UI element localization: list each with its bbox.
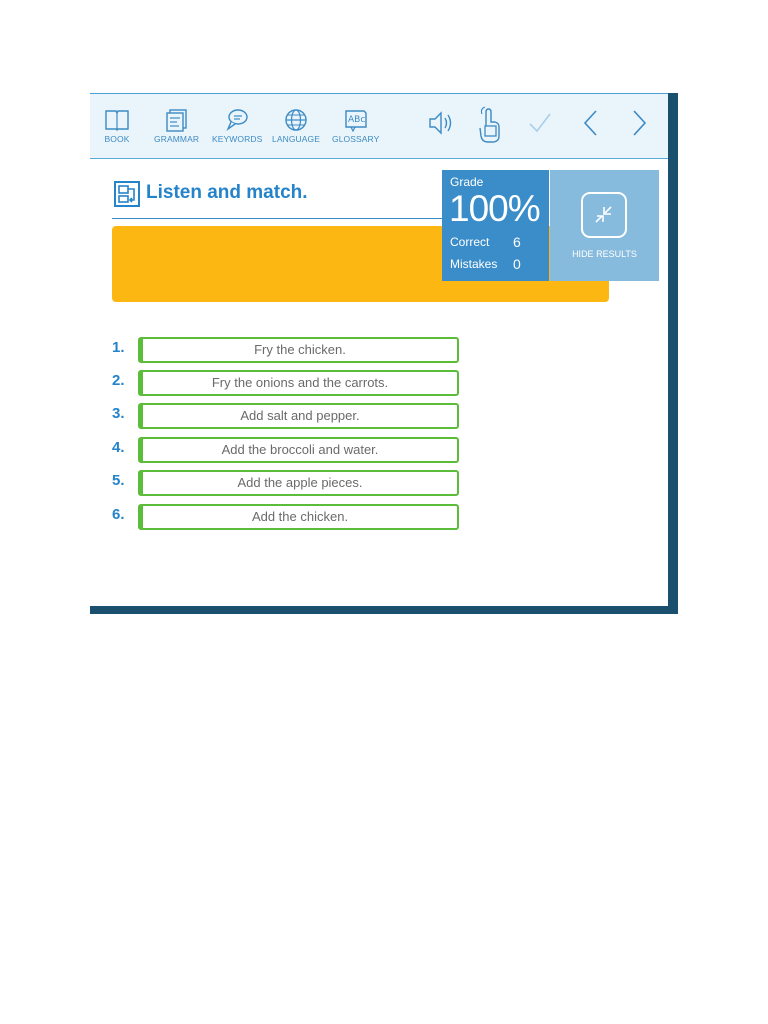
audio-button[interactable] (427, 108, 455, 143)
answer-box[interactable]: Add the chicken. (138, 504, 459, 530)
chevron-left-icon (578, 108, 604, 138)
item-number: 3. (112, 405, 125, 422)
globe-icon (283, 108, 309, 132)
language-button[interactable] (272, 108, 320, 144)
answer-box[interactable]: Fry the onions and the carrots. (138, 370, 459, 396)
exercise-window (90, 93, 668, 606)
svg-text:ABc: ABc (347, 115, 365, 125)
item-number: 1. (112, 339, 125, 356)
title-divider (112, 218, 447, 219)
correct-label: Correct (450, 235, 490, 249)
book-label: BOOK (104, 134, 130, 144)
book-button[interactable] (104, 108, 130, 144)
glossary-icon (343, 108, 369, 132)
keywords-label: KEYWORDS (212, 134, 263, 144)
keywords-icon (224, 108, 250, 132)
item-number: 6. (112, 506, 125, 523)
keywords-button[interactable] (212, 108, 262, 144)
book-icon (104, 108, 130, 132)
answer-box[interactable]: Add the apple pieces. (138, 470, 459, 496)
toolbar (90, 94, 668, 159)
window-frame-right (668, 93, 678, 614)
check-icon (527, 108, 553, 138)
hide-results-button[interactable] (550, 170, 659, 281)
check-button[interactable] (527, 108, 553, 143)
item-number: 2. (112, 372, 125, 389)
correct-count: 6 (513, 234, 521, 250)
results-panel (442, 170, 549, 281)
next-button[interactable] (626, 108, 652, 143)
mistakes-count: 0 (513, 256, 521, 272)
touch-icon (476, 106, 504, 144)
item-number: 5. (112, 472, 125, 489)
previous-button[interactable] (578, 108, 604, 143)
exercise-title: Listen and match. (146, 182, 308, 203)
grade-value: 100% (449, 188, 540, 229)
hide-results-label: HIDE RESULTS (572, 249, 637, 259)
answer-box[interactable]: Add salt and pepper. (138, 403, 459, 429)
answer-box[interactable]: Fry the chicken. (138, 337, 459, 363)
grade-label: Grade (450, 175, 484, 189)
speaker-icon (427, 108, 455, 138)
grammar-icon (164, 108, 190, 132)
mistakes-label: Mistakes (450, 257, 498, 271)
correct-row (450, 234, 521, 250)
mistakes-row (450, 256, 521, 272)
window-frame-bottom (90, 605, 678, 614)
glossary-button[interactable] (332, 108, 379, 144)
grammar-label: GRAMMAR (154, 134, 200, 144)
item-number: 4. (112, 439, 125, 456)
language-label: LANGUAGE (272, 134, 321, 144)
collapse-icon (581, 192, 627, 238)
touch-button[interactable] (476, 106, 504, 149)
exercise-type-icon (114, 181, 140, 207)
grammar-button[interactable] (154, 108, 199, 144)
answer-box[interactable]: Add the broccoli and water. (138, 437, 459, 463)
glossary-label: GLOSSARY (332, 134, 380, 144)
chevron-right-icon (626, 108, 652, 138)
